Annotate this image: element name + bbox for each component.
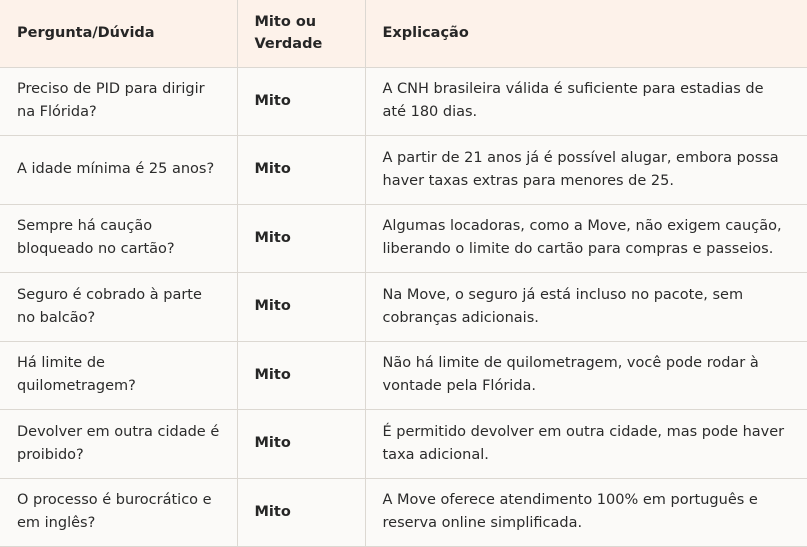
question-cell: Sempre há caução bloqueado no cartão?	[0, 204, 237, 273]
explanation-cell: Não há limite de quilometragem, você pode rodar à vontade pela Flórida.	[365, 341, 807, 410]
question-cell: O processo é burocrático e em inglês?	[0, 478, 237, 546]
explanation-cell: Na Move, o seguro já está incluso no pacote, sem cobranças adicionais.	[365, 273, 807, 342]
verdict-cell: Mito	[237, 67, 365, 136]
table-header	[0, 0, 807, 67]
explanation-cell: Algumas locadoras, como a Move, não exigem caução, liberando o limite do cartão para compras e passeios.	[365, 204, 807, 273]
table-row	[0, 67, 807, 136]
verdict-cell: Mito	[237, 204, 365, 273]
explanation-cell: A partir de 21 anos já é possível alugar, embora possa haver taxas extras para menores de 25.	[365, 136, 807, 205]
table-row	[0, 478, 807, 546]
table-row	[0, 204, 807, 273]
table-row	[0, 136, 807, 205]
question-cell: Devolver em outra cidade é proibido?	[0, 410, 237, 479]
verdict-cell: Mito	[237, 341, 365, 410]
verdict-cell: Mito	[237, 410, 365, 479]
verdict-cell: Mito	[237, 478, 365, 546]
explanation-cell: É permitido devolver em outra cidade, mas pode haver taxa adicional.	[365, 410, 807, 479]
question-cell: Preciso de PID para dirigir na Flórida?	[0, 67, 237, 136]
table-row	[0, 273, 807, 342]
explanation-cell: A Move oferece atendimento 100% em português e reserva online simplificada.	[365, 478, 807, 546]
header-question: Pergunta/Dúvida	[0, 0, 237, 67]
question-cell: Seguro é cobrado à parte no balcão?	[0, 273, 237, 342]
header-explanation: Explicação	[365, 0, 807, 67]
table-row	[0, 341, 807, 410]
question-cell: Há limite de quilometragem?	[0, 341, 237, 410]
verdict-cell: Mito	[237, 273, 365, 342]
table-row	[0, 410, 807, 479]
table-body	[0, 67, 807, 546]
verdict-cell: Mito	[237, 136, 365, 205]
explanation-cell: A CNH brasileira válida é suficiente para estadias de até 180 dias.	[365, 67, 807, 136]
question-cell: A idade mínima é 25 anos?	[0, 136, 237, 205]
header-verdict: Mito ou Verdade	[237, 0, 365, 67]
header-row	[0, 0, 807, 67]
